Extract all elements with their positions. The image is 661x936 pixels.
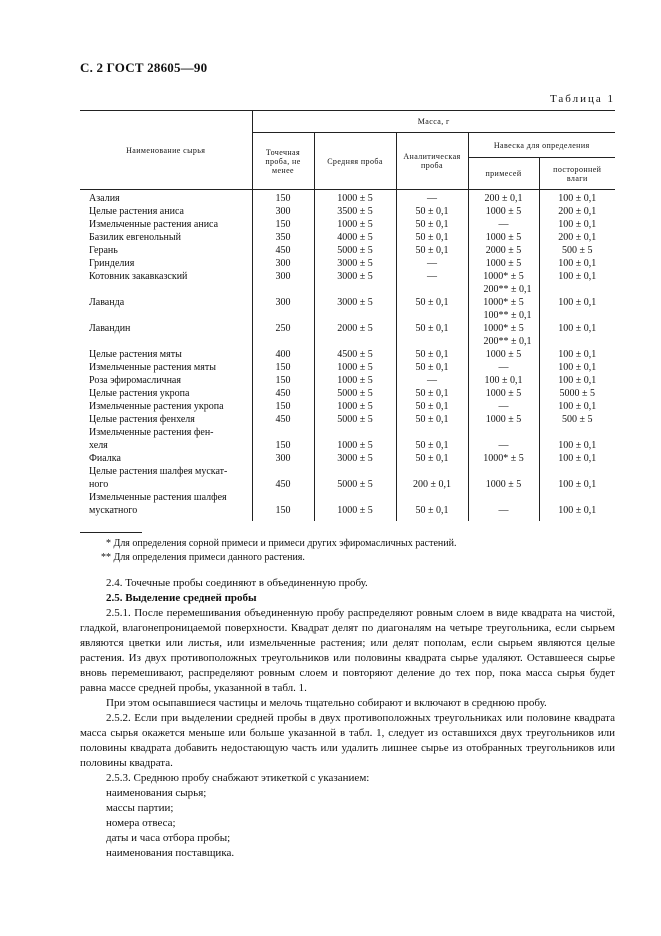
cell-name: Котовник закавказский — [89, 271, 188, 282]
col-moist-header: посторонней влаги — [539, 158, 615, 190]
cell-point: 150 — [252, 400, 314, 413]
table-row — [80, 218, 615, 231]
table-row — [80, 296, 615, 322]
cell-anal: 50 ± 0,1 — [396, 426, 468, 452]
cell-imp: 1000* ± 5 200** ± 0,1 — [468, 322, 539, 348]
table-row — [80, 426, 615, 452]
list-item: наименования сырья; — [106, 787, 207, 799]
cell-avg: 1000 ± 5 — [314, 190, 396, 206]
cell-imp: — — [468, 218, 539, 231]
cell-anal: 50 ± 0,1 — [396, 218, 468, 231]
cell-avg: 1000 ± 5 — [314, 374, 396, 387]
cell-anal: 50 ± 0,1 — [396, 244, 468, 257]
cell-name: Целые растения укропа — [89, 388, 190, 399]
col-mass-header: Масса, г — [252, 111, 615, 133]
col-weigh-header: Навеска для определения — [468, 133, 615, 158]
cell-imp: 1000 ± 5 — [468, 231, 539, 244]
table-row — [80, 190, 615, 206]
table-row — [80, 387, 615, 400]
para-2-5-2: 2.5.2. Если при выделении средней пробы в двух противоположных треугольниках или половине квадрата масса сырья окажется меньше или больше указанной в табл. 1, следует из оставшихся двух треугольников или половины квадрата добавить недостающую часть или удалить лишнее сырье из отобранных треугольников или половины квадрата. — [80, 712, 615, 769]
cell-imp: 2000 ± 5 — [468, 244, 539, 257]
cell-moist: 100 ± 0,1 — [539, 491, 615, 521]
cell-point: 150 — [252, 361, 314, 374]
cell-name: Роза эфиромасличная — [89, 375, 181, 386]
cell-name: Измельченные растения укропа — [89, 401, 224, 412]
list-item: номера отвеса; — [106, 817, 176, 829]
cell-moist: 100 ± 0,1 — [539, 322, 615, 348]
col-anal-header: Аналитическая проба — [396, 133, 468, 190]
footnotes — [80, 537, 615, 565]
body-text — [80, 576, 615, 861]
cell-avg: 1000 ± 5 — [314, 426, 396, 452]
cell-moist: 200 ± 0,1 — [539, 231, 615, 244]
cell-moist: 500 ± 5 — [539, 413, 615, 426]
para-2-5-3: 2.5.3. Среднюю пробу снабжают этикеткой с указанием: — [106, 772, 370, 784]
table-row — [80, 348, 615, 361]
cell-anal: 50 ± 0,1 — [396, 491, 468, 521]
cell-name: Герань — [89, 245, 118, 256]
cell-name: Лавандин — [89, 323, 131, 334]
cell-moist: 100 ± 0,1 — [539, 218, 615, 231]
cell-point: 450 — [252, 244, 314, 257]
cell-point: 150 — [252, 491, 314, 521]
cell-imp: — — [468, 426, 539, 452]
table-row — [80, 361, 615, 374]
cell-point: 250 — [252, 322, 314, 348]
cell-anal: — — [396, 190, 468, 206]
cell-point: 300 — [252, 257, 314, 270]
cell-anal: 50 ± 0,1 — [396, 205, 468, 218]
cell-point: 450 — [252, 387, 314, 400]
cell-moist: 100 ± 0,1 — [539, 400, 615, 413]
table-title: Таблица 1 — [549, 93, 615, 105]
cell-point: 150 — [252, 426, 314, 452]
cell-point: 350 — [252, 231, 314, 244]
cell-imp: 1000 ± 5 — [468, 348, 539, 361]
cell-name: Измельченные растения мяты — [89, 362, 216, 373]
cell-avg: 3000 ± 5 — [314, 296, 396, 322]
cell-imp: 200 ± 0,1 — [468, 190, 539, 206]
para-2-5-1-b: При этом осыпавшиеся частицы и мелочь тщательно собирают и включают в среднюю пробу. — [106, 697, 547, 709]
table-row — [80, 452, 615, 465]
footnote-2: ** Для определения примеси данного растения. — [101, 552, 305, 563]
footnote-rule — [80, 532, 142, 533]
table-row — [80, 231, 615, 244]
cell-moist: 500 ± 5 — [539, 244, 615, 257]
list-item: даты и часа отбора пробы; — [106, 832, 231, 844]
cell-point: 450 — [252, 465, 314, 491]
col-avg-header: Средняя проба — [314, 133, 396, 190]
cell-imp: — — [468, 491, 539, 521]
cell-avg: 5000 ± 5 — [314, 465, 396, 491]
cell-imp: 1000 ± 5 — [468, 205, 539, 218]
cell-avg: 3500 ± 5 — [314, 205, 396, 218]
list-item: массы партии; — [106, 802, 174, 814]
cell-name: Целые растения аниса — [89, 206, 184, 217]
cell-moist: 100 ± 0,1 — [539, 361, 615, 374]
table-row — [80, 413, 615, 426]
col-imp-header: примесей — [468, 158, 539, 190]
cell-imp: 1000 ± 5 — [468, 387, 539, 400]
table-row — [80, 257, 615, 270]
cell-point: 300 — [252, 205, 314, 218]
cell-moist: 200 ± 0,1 — [539, 205, 615, 218]
table-row — [80, 270, 615, 296]
cell-point: 400 — [252, 348, 314, 361]
cell-name: Целые растения шалфея мускат- ного — [89, 466, 228, 490]
cell-anal: — — [396, 257, 468, 270]
cell-imp: 100 ± 0,1 — [468, 374, 539, 387]
cell-point: 150 — [252, 374, 314, 387]
para-2-4: 2.4. Точечные пробы соединяют в объединенную пробу. — [106, 577, 368, 589]
cell-point: 150 — [252, 190, 314, 206]
para-2-5-heading: 2.5. Выделение средней пробы — [106, 592, 257, 604]
cell-name: Измельченные растения шалфея мускатного — [89, 492, 227, 516]
cell-point: 300 — [252, 452, 314, 465]
cell-avg: 1000 ± 5 — [314, 491, 396, 521]
cell-anal: 50 ± 0,1 — [396, 387, 468, 400]
col-name-header: Наименование сырья — [80, 111, 252, 190]
cell-imp: 1000* ± 5 200** ± 0,1 — [468, 270, 539, 296]
cell-moist: 100 ± 0,1 — [539, 374, 615, 387]
list-item: наименования поставщика. — [106, 847, 235, 859]
page-header: С. 2 ГОСТ 28605—90 — [80, 60, 208, 75]
cell-name: Лаванда — [89, 297, 125, 308]
table-row — [80, 465, 615, 491]
cell-imp: — — [468, 361, 539, 374]
cell-name: Измельченные растения фен- хеля — [89, 427, 214, 451]
cell-moist: 100 ± 0,1 — [539, 426, 615, 452]
cell-imp: — — [468, 400, 539, 413]
cell-anal: 50 ± 0,1 — [396, 400, 468, 413]
cell-avg: 2000 ± 5 — [314, 322, 396, 348]
cell-moist: 100 ± 0,1 — [539, 452, 615, 465]
cell-avg: 5000 ± 5 — [314, 413, 396, 426]
cell-point: 450 — [252, 413, 314, 426]
cell-avg: 4000 ± 5 — [314, 231, 396, 244]
table-row — [80, 491, 615, 521]
cell-imp: 1000 ± 5 — [468, 413, 539, 426]
cell-point: 300 — [252, 296, 314, 322]
cell-avg: 3000 ± 5 — [314, 257, 396, 270]
cell-moist: 100 ± 0,1 — [539, 348, 615, 361]
cell-imp: 1000* ± 5 — [468, 452, 539, 465]
col-point-header: Точечная проба, не менее — [252, 133, 314, 190]
cell-anal: — — [396, 374, 468, 387]
cell-avg: 3000 ± 5 — [314, 452, 396, 465]
cell-moist: 100 ± 0,1 — [539, 465, 615, 491]
data-table — [80, 110, 615, 521]
cell-imp: 1000* ± 5 100** ± 0,1 — [468, 296, 539, 322]
cell-anal: — — [396, 270, 468, 296]
table-row — [80, 244, 615, 257]
cell-name: Базилик евгенольный — [89, 232, 181, 243]
cell-avg: 4500 ± 5 — [314, 348, 396, 361]
cell-imp: 1000 ± 5 — [468, 257, 539, 270]
cell-name: Азалия — [89, 193, 120, 204]
cell-name: Целые растения фенхеля — [89, 414, 195, 425]
para-2-5-1: 2.5.1. После перемешивания объединенную пробу распределяют ровным слоем в виде квадрата на чистой, гладкой, влагонепроницаемой поверхности. Квадрат делят по диагоналям на четыре треугольника, если сырьем являются цветки или листья, или измельченные растения; или делят пополам, если сырьем являются целые растения. Из двух противоположных треугольников или половины квадрата сырье удаляют. Оставшееся сырье вновь перемешивают, распределяют ровным слоем и повторяют деление до тех пор, пока масса сырья будет равна массе средней пробы, указанной в табл. 1. — [80, 607, 615, 694]
cell-avg: 5000 ± 5 — [314, 387, 396, 400]
cell-avg: 5000 ± 5 — [314, 244, 396, 257]
cell-moist: 100 ± 0,1 — [539, 257, 615, 270]
cell-anal: 50 ± 0,1 — [396, 452, 468, 465]
cell-name: Гринделия — [89, 258, 135, 269]
table-body — [80, 190, 615, 522]
cell-moist: 100 ± 0,1 — [539, 270, 615, 296]
cell-anal: 50 ± 0,1 — [396, 296, 468, 322]
cell-imp: 1000 ± 5 — [468, 465, 539, 491]
cell-moist: 100 ± 0,1 — [539, 296, 615, 322]
cell-avg: 1000 ± 5 — [314, 361, 396, 374]
cell-name: Целые растения мяты — [89, 349, 182, 360]
table-row — [80, 400, 615, 413]
cell-avg: 1000 ± 5 — [314, 400, 396, 413]
cell-point: 300 — [252, 270, 314, 296]
cell-anal: 50 ± 0,1 — [396, 231, 468, 244]
cell-moist: 5000 ± 5 — [539, 387, 615, 400]
cell-moist: 100 ± 0,1 — [539, 190, 615, 206]
table-row — [80, 205, 615, 218]
footnote-1: * Для определения сорной примеси и примеси других эфиромасличных растений. — [106, 538, 457, 549]
cell-name: Фиалка — [89, 453, 121, 464]
cell-name: Измельченные растения аниса — [89, 219, 219, 230]
cell-point: 150 — [252, 218, 314, 231]
cell-anal: 50 ± 0,1 — [396, 413, 468, 426]
cell-avg: 1000 ± 5 — [314, 218, 396, 231]
cell-avg: 3000 ± 5 — [314, 270, 396, 296]
cell-anal: 50 ± 0,1 — [396, 348, 468, 361]
table-row — [80, 374, 615, 387]
table-row — [80, 322, 615, 348]
cell-anal: 50 ± 0,1 — [396, 322, 468, 348]
cell-anal: 200 ± 0,1 — [396, 465, 468, 491]
cell-anal: 50 ± 0,1 — [396, 361, 468, 374]
